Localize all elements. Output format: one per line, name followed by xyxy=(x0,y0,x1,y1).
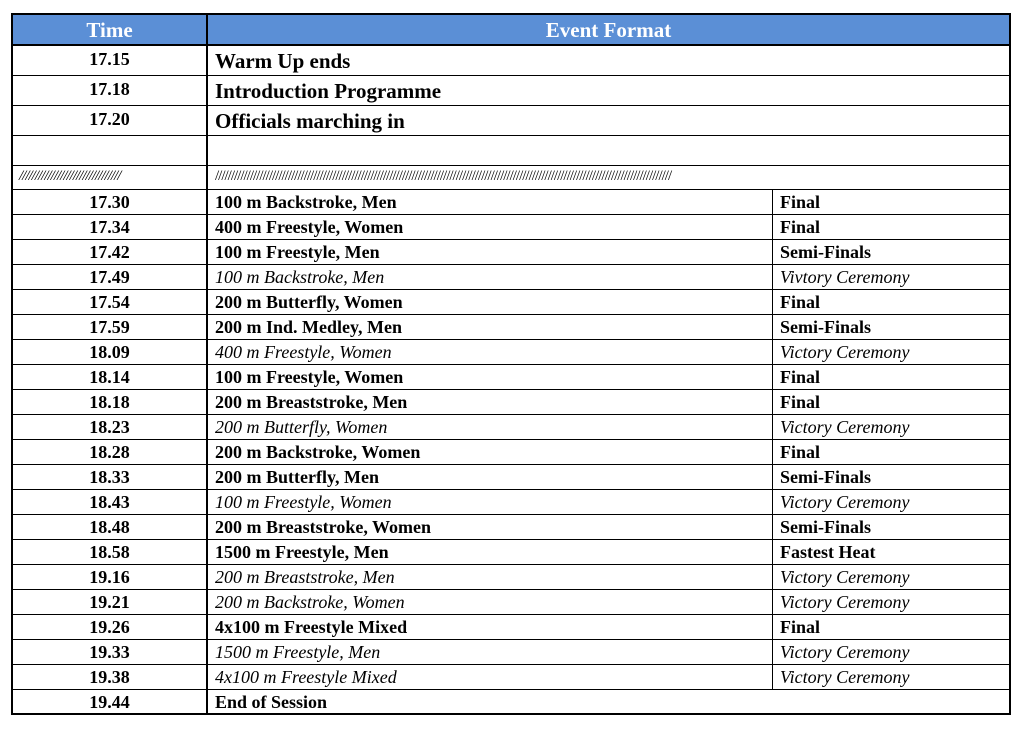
event-cell: 200 m Backstroke, Women xyxy=(208,440,773,464)
time-cell: 18.14 xyxy=(13,365,208,389)
format-cell: Final xyxy=(780,192,821,212)
event-cell: 4x100 m Freestyle Mixed xyxy=(208,615,773,639)
table-row xyxy=(13,665,1009,690)
time-cell: 18.33 xyxy=(13,465,208,489)
time-cell: 18.23 xyxy=(13,415,208,439)
format-cell: Victory Ceremony xyxy=(780,592,910,612)
table-row xyxy=(13,415,1009,440)
time-cell: 17.15 xyxy=(13,46,208,75)
table-row xyxy=(13,290,1009,315)
time-cell: 19.33 xyxy=(13,640,208,664)
time-cell: 17.18 xyxy=(13,76,208,105)
table-row xyxy=(13,315,1009,340)
time-cell: 19.38 xyxy=(13,665,208,689)
table-row xyxy=(13,265,1009,290)
format-cell: Final xyxy=(780,617,821,637)
event-cell: Officials marching in xyxy=(215,109,405,133)
header-event-format: Event Format xyxy=(545,18,672,42)
table-row xyxy=(13,440,1009,465)
time-cell: 17.59 xyxy=(13,315,208,339)
table-row xyxy=(13,515,1009,540)
event-cell: 100 m Backstroke, Men xyxy=(208,190,773,214)
time-cell: 18.48 xyxy=(13,515,208,539)
event-cell: 400 m Freestyle, Women xyxy=(208,340,773,364)
format-cell: Victory Ceremony xyxy=(780,567,910,587)
table-row xyxy=(13,106,1009,136)
time-cell: 18.18 xyxy=(13,390,208,414)
end-row xyxy=(13,690,1009,715)
time-cell: 17.49 xyxy=(13,265,208,289)
event-cell: 200 m Butterfly, Men xyxy=(208,465,773,489)
separator-row xyxy=(13,166,1009,190)
format-cell: Victory Ceremony xyxy=(780,342,910,362)
table-row xyxy=(13,565,1009,590)
event-cell: 1500 m Freestyle, Men xyxy=(208,640,773,664)
blank-row xyxy=(13,136,1009,166)
event-cell: 200 m Butterfly, Women xyxy=(208,290,773,314)
table-row xyxy=(13,490,1009,515)
event-cell: 200 m Backstroke, Women xyxy=(208,590,773,614)
format-cell: Final xyxy=(780,292,821,312)
table-row xyxy=(13,640,1009,665)
event-cell: 100 m Backstroke, Men xyxy=(208,265,773,289)
time-cell: 17.54 xyxy=(13,290,208,314)
event-cell: 200 m Breaststroke, Women xyxy=(208,515,773,539)
time-cell: 19.26 xyxy=(13,615,208,639)
format-cell: Semi-Finals xyxy=(780,317,872,337)
table-row xyxy=(13,215,1009,240)
time-cell: 18.09 xyxy=(13,340,208,364)
table-row xyxy=(13,190,1009,215)
time-cell: 17.34 xyxy=(13,215,208,239)
event-cell: 400 m Freestyle, Women xyxy=(208,215,773,239)
schedule-table xyxy=(11,13,1011,715)
table-row xyxy=(13,465,1009,490)
event-cell: 100 m Freestyle, Women xyxy=(208,365,773,389)
table-row xyxy=(13,540,1009,565)
event-cell: 200 m Breaststroke, Men xyxy=(208,390,773,414)
event-cell: 100 m Freestyle, Women xyxy=(208,490,773,514)
event-cell: 200 m Breaststroke, Men xyxy=(208,565,773,589)
time-cell: 19.16 xyxy=(13,565,208,589)
format-cell: Final xyxy=(780,392,821,412)
time-cell: 17.42 xyxy=(13,240,208,264)
time-cell: 18.43 xyxy=(13,490,208,514)
event-cell xyxy=(208,136,1009,165)
event-cell: 200 m Ind. Medley, Men xyxy=(208,315,773,339)
table-row xyxy=(13,615,1009,640)
table-row xyxy=(13,390,1009,415)
event-cell: Warm Up ends xyxy=(215,49,351,73)
event-cell: 1500 m Freestyle, Men xyxy=(208,540,773,564)
time-cell: 18.28 xyxy=(13,440,208,464)
format-cell: Final xyxy=(780,442,821,462)
format-cell: Final xyxy=(780,217,821,237)
format-cell: Victory Ceremony xyxy=(780,492,910,512)
table-header xyxy=(13,15,1009,46)
event-cell: 100 m Freestyle, Men xyxy=(208,240,773,264)
separator-event: //////////////////////////////////////////////////////////////////////////////////////////////////////////////////////////////////////////////// xyxy=(215,168,672,184)
table-row xyxy=(13,365,1009,390)
format-cell: Final xyxy=(780,367,821,387)
time-cell: 17.30 xyxy=(13,190,208,214)
format-cell: Semi-Finals xyxy=(780,242,872,262)
table-row xyxy=(13,46,1009,76)
format-cell: Victory Ceremony xyxy=(780,417,910,437)
format-cell: Victory Ceremony xyxy=(780,642,910,662)
format-cell: Fastest Heat xyxy=(780,542,876,562)
time-cell: 19.44 xyxy=(13,690,208,715)
table-row xyxy=(13,76,1009,106)
time-cell xyxy=(13,136,208,165)
format-cell: Vivtory Ceremony xyxy=(780,267,910,287)
table-row xyxy=(13,240,1009,265)
event-cell: End of Session xyxy=(215,692,328,712)
format-cell: Semi-Finals xyxy=(780,517,872,537)
event-cell: Introduction Programme xyxy=(215,79,442,103)
time-cell: 17.20 xyxy=(13,106,208,135)
format-cell: Semi-Finals xyxy=(780,467,872,487)
time-cell: 19.21 xyxy=(13,590,208,614)
table-row xyxy=(13,590,1009,615)
header-time: Time xyxy=(13,15,208,44)
event-cell: 4x100 m Freestyle Mixed xyxy=(208,665,773,689)
separator-time: //////////////////////////////// xyxy=(13,166,208,189)
table-row xyxy=(13,340,1009,365)
time-cell: 18.58 xyxy=(13,540,208,564)
format-cell: Victory Ceremony xyxy=(780,667,910,687)
event-cell: 200 m Butterfly, Women xyxy=(208,415,773,439)
